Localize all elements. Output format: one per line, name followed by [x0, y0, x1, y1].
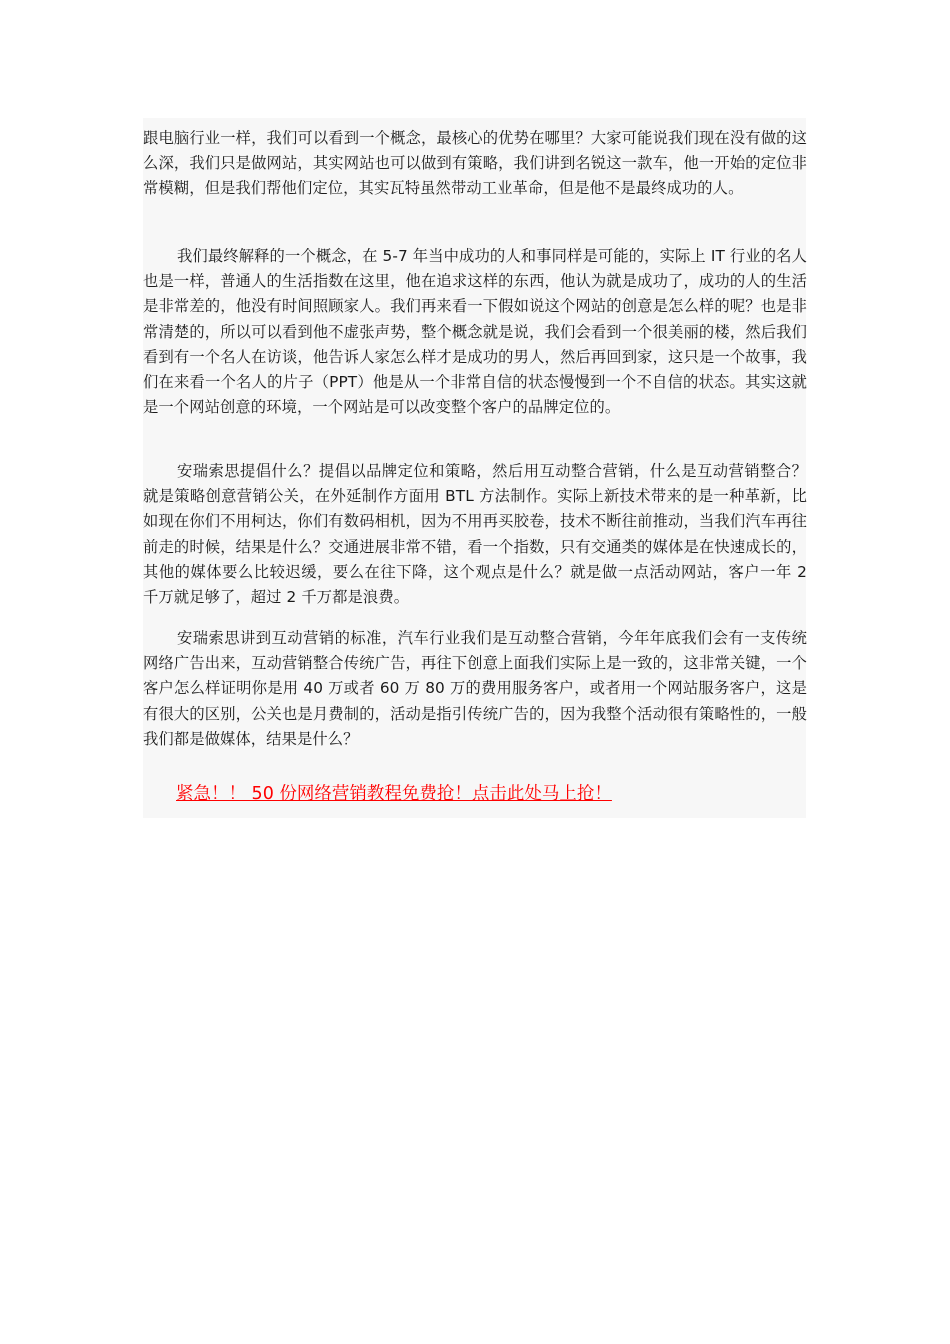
paragraph-2: 我们最终解释的一个概念，在 5-7 年当中成功的人和事同样是可能的，实际上 IT 行业的名人也是一样，普通人的生活指数在这里，他在追求这样的东西，他认为就是成功了，成功的人的生活是非常差的，他没有时间照顾家人。我们再来看一下假如说这个网站的创意是怎么样的呢？也是非常清楚的，所以可以看到他不虚张声势，整个概念就是说，我们会看到一个很美丽的楼，然后我们看到有一个名人在访谈，他告诉人家怎么样才是成功的男人，然后再回到家，这只是一个故事，我们在来看一个名人的片子（PPT）他是从一个非常自信的状态慢慢到一个不自信的状态。其实这就是一个网站创意的环境，一个网站是可以改变整个客户的品牌定位的。	[143, 247, 807, 417]
promo-link[interactable]: 紧急！！ 50 份网络营销教程免费抢！点击此处马上抢！	[176, 784, 612, 804]
paragraph-4: 安瑞索思讲到互动营销的标准，汽车行业我们是互动整合营销，今年年底我们会有一支传统网络广告出来，互动营销整合传统广告，再往下创意上面我们实际上是一致的，这非常关键，一个客户怎么样证明你是用 40 万或者 60 万 80 万的费用服务客户，或者用一个网站服务客户，这是有很大的区别，公关也是月费制的，活动是指引传统广告的，因为我整个活动很有策略性的，一般我们都是做媒体，结果是什么？	[143, 629, 807, 748]
paragraph-3: 安瑞索思提倡什么？提倡以品牌定位和策略，然后用互动整合营销，什么是互动营销整合？就是策略创意营销公关，在外延制作方面用 BTL 方法制作。实际上新技术带来的是一种革新，比如现在你们不用柯达，你们有数码相机，因为不用再买胶卷，技术不断往前推动，当我们汽车再往前走的时候，结果是什么？交通进展非常不错，看一个指数，只有交通类的媒体是在快速成长的，其他的媒体要么比较迟缓，要么在往下降，这个观点是什么？就是做一点活动网站，客户一年 2 千万就足够了，超过 2 千万都是浪费。	[143, 462, 807, 607]
paragraph-1: 跟电脑行业一样，我们可以看到一个概念，最核心的优势在哪里？大家可能说我们现在没有做的这么深，我们只是做网站，其实网站也可以做到有策略，我们讲到名锐这一款车，他一开始的定位非常模糊，但是我们帮他们定位，其实瓦特虽然带动工业革命，但是他不是最终成功的人。	[143, 129, 807, 198]
